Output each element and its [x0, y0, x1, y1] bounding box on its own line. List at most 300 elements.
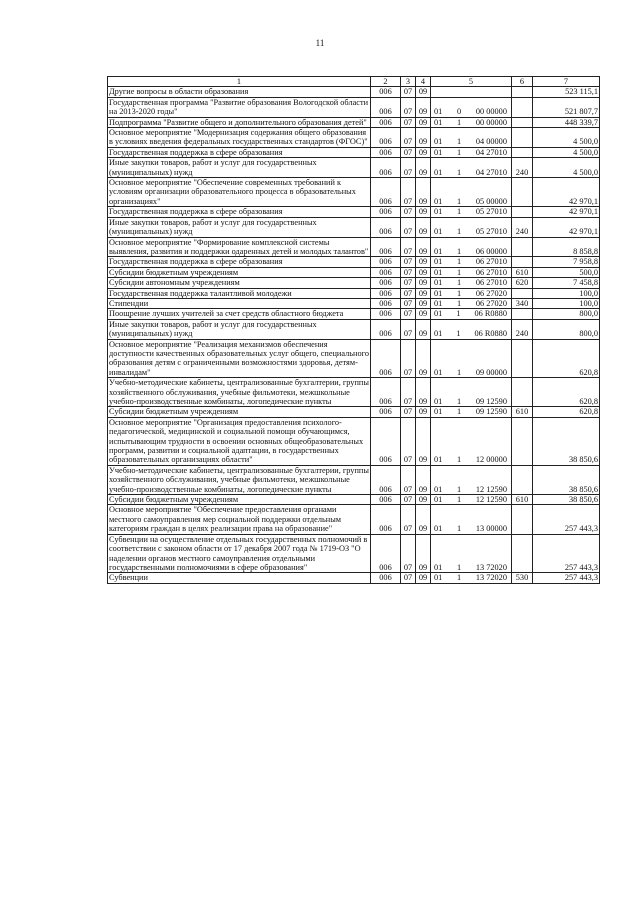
target-article-code: 04 27010: [475, 167, 507, 177]
target-article-subprogram: 1: [457, 298, 462, 308]
row-ved-code: 006: [371, 87, 401, 97]
row-subsection-code: 09: [416, 117, 431, 127]
target-article-code: 12 12590: [475, 495, 507, 505]
row-section-code: 07: [401, 378, 416, 407]
target-article-parts: [432, 247, 510, 256]
row-section-code: 07: [401, 217, 416, 237]
row-name: Государственная программа "Развитие образования Вологодской области на 2013-2020 годы": [108, 97, 371, 117]
row-ved-code: 006: [371, 97, 401, 117]
row-name: Субсидии автономным учреждениям: [108, 278, 371, 288]
target-article-program: 01: [434, 329, 443, 339]
target-article-subprogram: 1: [457, 167, 462, 177]
row-name: Учебно-методические кабинеты, централизованные бухгалтерии, группы хозяйственного обслуживания, учебные фильмотеки, межшкольные учебно-производственные комбинаты, логопедические пункты: [109, 465, 369, 494]
header-row: [108, 77, 600, 87]
target-article-parts: [432, 278, 510, 287]
header-cell-pr: 4: [416, 77, 431, 87]
target-article-code: 09 12590: [475, 407, 507, 417]
row-name: Основное мероприятие "Реализация механизмов обеспечения доступности качественных образовательных услуг общего, специального образования детям с ограниченными возможностями здоровья, детям-инвалидам": [109, 339, 369, 377]
target-article-parts: [432, 118, 510, 127]
target-article-parts: [432, 485, 510, 494]
row-amount: 500,0: [533, 267, 600, 277]
row-name: Субсидии бюджетным учреждениям: [108, 267, 371, 277]
row-section-code: 07: [401, 505, 416, 534]
row-amount: 42 970,1: [533, 217, 600, 237]
target-article-program: 01: [434, 207, 443, 217]
row-amount: 521 807,7: [533, 97, 600, 117]
target-article-program: 01: [434, 309, 443, 319]
row-name: Учебно-методические кабинеты, централизованные бухгалтерии, группы хозяйственного обслуживания, учебные фильмотеки, межшкольные учебно-производственные комбинаты, логопедические пункты: [109, 378, 369, 406]
row-subsection-code: 09: [416, 573, 431, 583]
row-subsection-code: 09: [416, 319, 431, 339]
target-article-program: 01: [434, 196, 443, 206]
row-name: Основное мероприятие "Обеспечение современных требований к условиям организации образовательного процесса в образовательных организациях": [108, 178, 371, 207]
row-amount: 4 500,0: [533, 147, 600, 157]
row-target-article: [431, 309, 512, 319]
row-expense-type: [512, 97, 533, 117]
row-section-code: 07: [401, 278, 416, 288]
row-subsection-code: 09: [416, 339, 431, 378]
table-row: [108, 378, 600, 407]
row-name: Стипендии: [108, 298, 371, 308]
row-ved-code: 006: [371, 147, 401, 157]
target-article-subprogram: 1: [457, 397, 462, 406]
row-expense-type: [512, 178, 533, 207]
row-target-article: [431, 178, 512, 207]
row-section-code: 07: [401, 207, 416, 217]
row-ved-code: 006: [371, 505, 401, 534]
row-target-article: [431, 378, 512, 407]
row-amount: 620,8: [533, 407, 600, 417]
target-article-code: 09 12590: [475, 397, 507, 406]
row-section-code: 07: [401, 534, 416, 573]
target-article-subprogram: 1: [457, 573, 462, 583]
row-amount: 800,0: [533, 319, 600, 339]
target-article-program: 01: [434, 267, 443, 277]
target-article-parts: [432, 524, 510, 533]
row-section-code: 07: [401, 97, 416, 117]
target-article-program: 01: [434, 397, 443, 406]
row-expense-type: 240: [512, 319, 533, 339]
row-ved-code: 006: [371, 207, 401, 217]
row-name: Субвенции: [108, 573, 371, 583]
row-ved-code: 006: [371, 298, 401, 308]
row-expense-type: 530: [512, 573, 533, 583]
table-row: [108, 495, 600, 505]
row-target-article: [431, 207, 512, 217]
row-target-article: [431, 495, 512, 505]
row-ved-code: 006: [371, 407, 401, 417]
table-row: [108, 207, 600, 217]
target-article-parts: [432, 268, 510, 277]
row-subsection-code: 09: [416, 309, 431, 319]
target-article-parts: [432, 495, 510, 504]
target-article-parts: [432, 368, 510, 377]
row-ved-code: 006: [371, 237, 401, 257]
row-ved-code: 006: [371, 117, 401, 127]
row-target-article: [431, 237, 512, 257]
target-article-program: 01: [434, 495, 443, 505]
table-row: [108, 505, 600, 534]
row-subsection-code: 09: [416, 217, 431, 237]
target-article-subprogram: 1: [457, 278, 462, 288]
target-article-subprogram: 1: [457, 495, 462, 505]
table-row: [108, 117, 600, 127]
row-amount: 620,8: [533, 339, 600, 378]
table-row: [108, 237, 600, 257]
table-row: [108, 407, 600, 417]
row-amount: 4 500,0: [533, 128, 600, 148]
row-section-code: 07: [401, 237, 416, 257]
target-article-subprogram: 1: [457, 562, 462, 572]
table-row: [108, 465, 600, 494]
target-article-program: 01: [434, 562, 443, 572]
row-expense-type: 240: [512, 158, 533, 178]
target-article-parts: [432, 309, 510, 318]
row-target-article: [431, 505, 512, 534]
row-ved-code: 006: [371, 217, 401, 237]
row-amount: 100,0: [533, 298, 600, 308]
row-name: Субсидии бюджетным учреждениям: [108, 495, 371, 505]
table-row: [108, 534, 600, 573]
row-expense-type: 240: [512, 217, 533, 237]
row-ved-code: 006: [371, 465, 401, 494]
target-article-program: 01: [434, 573, 443, 583]
row-section-code: 07: [401, 267, 416, 277]
table-row: [108, 267, 600, 277]
header-cell-rz: 3: [401, 77, 416, 87]
row-amount: 257 443,3: [533, 573, 600, 583]
row-target-article: [431, 117, 512, 127]
target-article-parts: [432, 148, 510, 157]
row-target-article: [431, 573, 512, 583]
target-article-code: 13 00000: [475, 524, 507, 534]
row-expense-type: [512, 534, 533, 573]
row-section-code: 07: [401, 178, 416, 207]
row-section-code: 07: [401, 339, 416, 378]
row-expense-type: [512, 288, 533, 298]
row-target-article: [431, 97, 512, 117]
table-row: [108, 128, 600, 148]
target-article-subprogram: 1: [457, 117, 462, 127]
target-article-parts: [432, 197, 510, 206]
table-row: [108, 319, 600, 339]
row-section-code: 07: [401, 257, 416, 267]
row-ved-code: 006: [371, 339, 401, 378]
row-subsection-code: 09: [416, 278, 431, 288]
target-article-code: 06 27010: [475, 267, 507, 277]
row-ved-code: 006: [371, 128, 401, 148]
target-article-code: 13 72020: [475, 573, 507, 583]
target-article-code: 06 00000: [475, 246, 507, 256]
table-row: [108, 257, 600, 267]
table-row: [108, 309, 600, 319]
target-article-parts: [432, 299, 510, 308]
target-article-parts: [432, 407, 510, 416]
target-article-parts: [432, 563, 510, 572]
row-name: Государственная поддержка в сфере образования: [108, 207, 371, 217]
target-article-code: 00 00000: [475, 117, 507, 127]
target-article-program: 01: [434, 407, 443, 417]
target-article-subprogram: 1: [457, 246, 462, 256]
row-amount: 42 970,1: [533, 178, 600, 207]
row-expense-type: [512, 505, 533, 534]
row-expense-type: [512, 309, 533, 319]
target-article-code: 00 00000: [475, 107, 507, 117]
row-amount: 42 970,1: [533, 207, 600, 217]
row-target-article: [431, 417, 512, 465]
row-target-article: [431, 319, 512, 339]
target-article-program: 01: [434, 137, 443, 147]
row-amount: 4 500,0: [533, 158, 600, 178]
row-expense-type: 620: [512, 278, 533, 288]
target-article-subprogram: 1: [456, 309, 461, 319]
row-ved-code: 006: [371, 495, 401, 505]
row-subsection-code: 09: [416, 147, 431, 157]
target-article-program: 01: [434, 484, 443, 494]
row-target-article: [431, 298, 512, 308]
row-target-article: [431, 147, 512, 157]
row-subsection-code: 09: [416, 257, 431, 267]
target-article-code: 04 00000: [475, 137, 507, 147]
target-article-subprogram: 1: [457, 196, 462, 206]
target-article-program: 01: [434, 107, 443, 117]
row-name: Основное мероприятие "Организация предоставления психолого-педагогической, медицинской и социальной помощи обучающимся, испытывающим трудности в освоении основных общеобразовательных программ, развитии и социальной адаптации, в государственных образовательных организациях области": [108, 417, 371, 465]
row-amount: 38 850,6: [533, 465, 600, 494]
table-row: [108, 339, 600, 378]
target-article-code: 09 00000: [475, 367, 507, 377]
target-article-subprogram: 1: [457, 227, 462, 237]
row-expense-type: [512, 465, 533, 494]
row-subsection-code: 09: [416, 97, 431, 117]
target-article-code: 05 27010: [475, 227, 507, 237]
target-article-parts: [432, 227, 510, 236]
target-article-subprogram: 1: [457, 147, 462, 157]
target-article-code: 12 12590: [475, 484, 507, 494]
row-target-article: [431, 534, 512, 573]
row-name: Поощрение лучших учителей за счет средств областного бюджета: [108, 309, 371, 319]
row-amount: 620,8: [533, 378, 600, 407]
row-name: Основное мероприятие "Обеспечение предоставления органами местного самоуправления мер социальной поддержки отдельным категориям граждан в целях реализации права на образование": [108, 505, 371, 534]
target-article-subprogram: 1: [457, 267, 462, 277]
target-article-program: 01: [434, 246, 443, 256]
row-name: Иные закупки товаров, работ и услуг для государственных (муниципальных) нужд: [108, 217, 371, 237]
row-expense-type: [512, 257, 533, 267]
target-article-code: 06 R0880: [474, 309, 507, 319]
target-article-parts: [432, 397, 510, 406]
row-expense-type: 610: [512, 407, 533, 417]
row-expense-type: 610: [512, 495, 533, 505]
row-expense-type: [512, 147, 533, 157]
target-article-program: 01: [434, 288, 443, 298]
target-article-parts: [432, 257, 510, 266]
row-expense-type: [512, 339, 533, 378]
row-amount: 800,0: [533, 309, 600, 319]
row-section-code: 07: [401, 158, 416, 178]
target-article-parts: [432, 573, 510, 582]
target-article-program: 01: [434, 227, 443, 237]
row-section-code: 07: [401, 573, 416, 583]
row-section-code: 07: [401, 128, 416, 148]
row-target-article: [431, 288, 512, 298]
row-amount: 100,0: [533, 288, 600, 298]
row-amount: 8 858,8: [533, 237, 600, 257]
target-article-subprogram: 1: [457, 484, 462, 494]
target-article-subprogram: 1: [457, 137, 462, 147]
row-subsection-code: 09: [416, 298, 431, 308]
row-amount: 448 339,7: [533, 117, 600, 127]
row-subsection-code: 09: [416, 465, 431, 494]
row-ved-code: 006: [371, 178, 401, 207]
row-section-code: 07: [401, 117, 416, 127]
row-name: Государственная поддержка в сфере образования: [108, 257, 371, 267]
target-article-program: 01: [434, 257, 443, 267]
table-row: [108, 178, 600, 207]
row-subsection-code: 09: [416, 407, 431, 417]
row-expense-type: [512, 417, 533, 465]
row-subsection-code: 09: [416, 237, 431, 257]
row-target-article: [431, 278, 512, 288]
row-expense-type: 610: [512, 267, 533, 277]
target-article-parts: [432, 168, 510, 177]
target-article-parts: [432, 207, 510, 216]
row-target-article: [431, 465, 512, 494]
row-subsection-code: 09: [416, 128, 431, 148]
row-ved-code: 006: [371, 267, 401, 277]
table-row: [108, 147, 600, 157]
row-name: Иные закупки товаров, работ и услуг для государственных (муниципальных) нужд: [108, 158, 371, 178]
table-row: [108, 417, 600, 465]
row-target-article: [431, 128, 512, 148]
row-subsection-code: 09: [416, 87, 431, 97]
row-name: Подпрограмма "Развитие общего и дополнительного образования детей": [108, 117, 371, 127]
table-row: [108, 87, 600, 97]
row-section-code: 07: [401, 309, 416, 319]
target-article-code: 05 27010: [475, 207, 507, 217]
target-article-subprogram: 1: [457, 288, 462, 298]
row-section-code: 07: [401, 465, 416, 494]
row-amount: 523 115,1: [533, 87, 600, 97]
row-name: Иные закупки товаров, работ и услуг для государственных (муниципальных) нужд: [108, 319, 371, 339]
target-article-program: 01: [434, 167, 443, 177]
target-article-parts: [432, 455, 510, 464]
row-name: Субсидии бюджетным учреждениям: [108, 407, 371, 417]
table-row: [108, 298, 600, 308]
row-section-code: 07: [401, 298, 416, 308]
budget-table: [107, 76, 600, 584]
row-ved-code: 006: [371, 573, 401, 583]
row-name: Основное мероприятие "Формирование комплексной системы выявления, развития и поддержки одаренных детей и молодых талантов": [108, 237, 371, 257]
target-article-subprogram: 1: [457, 407, 462, 417]
row-section-code: 07: [401, 417, 416, 465]
target-article-subprogram: 0: [457, 107, 462, 117]
row-ved-code: 006: [371, 257, 401, 267]
row-section-code: 07: [401, 147, 416, 157]
row-amount: 7 958,8: [533, 257, 600, 267]
row-expense-type: [512, 378, 533, 407]
row-ved-code: 006: [371, 288, 401, 298]
row-ved-code: 006: [371, 417, 401, 465]
target-article-subprogram: 1: [457, 207, 462, 217]
table-row: [108, 97, 600, 117]
row-section-code: 07: [401, 87, 416, 97]
table-row: [108, 217, 600, 237]
target-article-program: 01: [434, 117, 443, 127]
table-row: [108, 573, 600, 583]
row-ved-code: 006: [371, 534, 401, 573]
target-article-parts: [432, 329, 510, 338]
row-amount: 38 850,6: [533, 417, 600, 465]
row-name: Основное мероприятие "Модернизация содержания общего образования в условиях введения федеральных государственных стандартов (ФГОС)": [108, 128, 371, 148]
target-article-code: 06 27010: [475, 278, 507, 288]
table-row: [108, 288, 600, 298]
row-ved-code: 006: [371, 278, 401, 288]
target-article-code: 06 27010: [475, 257, 507, 267]
row-subsection-code: 09: [416, 178, 431, 207]
row-subsection-code: 09: [416, 288, 431, 298]
row-amount: 257 443,3: [533, 534, 600, 573]
row-section-code: 07: [401, 288, 416, 298]
table-row: [108, 278, 600, 288]
target-article-code: 05 00000: [475, 196, 507, 206]
row-target-article: [431, 87, 512, 97]
target-article-code: 06 27020: [475, 298, 507, 308]
header-cell-vr: 6: [512, 77, 533, 87]
target-article-subprogram: 1: [457, 524, 462, 534]
row-amount: 257 443,3: [533, 505, 600, 534]
target-article-code: 06 27020: [475, 288, 507, 298]
target-article-program: 01: [434, 524, 443, 534]
target-article-program: 01: [434, 367, 443, 377]
row-target-article: [431, 158, 512, 178]
target-article-program: 01: [434, 278, 443, 288]
target-article-code: 12 00000: [475, 455, 507, 465]
page-number: 11: [315, 38, 325, 48]
target-article-subprogram: 1: [456, 329, 461, 339]
target-article-parts: [432, 289, 510, 298]
row-target-article: [431, 217, 512, 237]
row-name: Государственная поддержка в сфере образования: [108, 147, 371, 157]
row-expense-type: [512, 237, 533, 257]
row-ved-code: 006: [371, 158, 401, 178]
header-cell-sum: 7: [533, 77, 600, 87]
row-name: Другие вопросы в области образования: [108, 87, 371, 97]
row-expense-type: [512, 117, 533, 127]
row-target-article: [431, 257, 512, 267]
target-article-parts: [432, 107, 510, 116]
row-subsection-code: 09: [416, 378, 431, 407]
target-article-subprogram: 1: [457, 367, 462, 377]
target-article-subprogram: 1: [457, 455, 462, 465]
row-subsection-code: 09: [416, 495, 431, 505]
row-expense-type: [512, 207, 533, 217]
row-expense-type: [512, 87, 533, 97]
target-article-program: 01: [434, 298, 443, 308]
row-amount: 38 850,6: [533, 495, 600, 505]
target-article-program: 01: [434, 147, 443, 157]
header-cell-ved: 2: [371, 77, 401, 87]
target-article-program: 01: [434, 455, 443, 465]
target-article-code: 06 R0880: [474, 329, 507, 339]
row-target-article: [431, 339, 512, 378]
row-amount: 7 458,8: [533, 278, 600, 288]
row-subsection-code: 09: [416, 505, 431, 534]
row-subsection-code: 09: [416, 207, 431, 217]
row-section-code: 07: [401, 495, 416, 505]
header-cell-csr: 5: [431, 77, 512, 87]
header-cell-name: 1: [108, 77, 371, 87]
row-name: Субвенции на осуществление отдельных государственных полномочий в соответствии с законом области от 17 декабря 2007 года № 1719-ОЗ "О наделении органов местного самоуправления отдельными государственными полномочиями в сфере образования": [108, 534, 371, 573]
table-row: [108, 158, 600, 178]
